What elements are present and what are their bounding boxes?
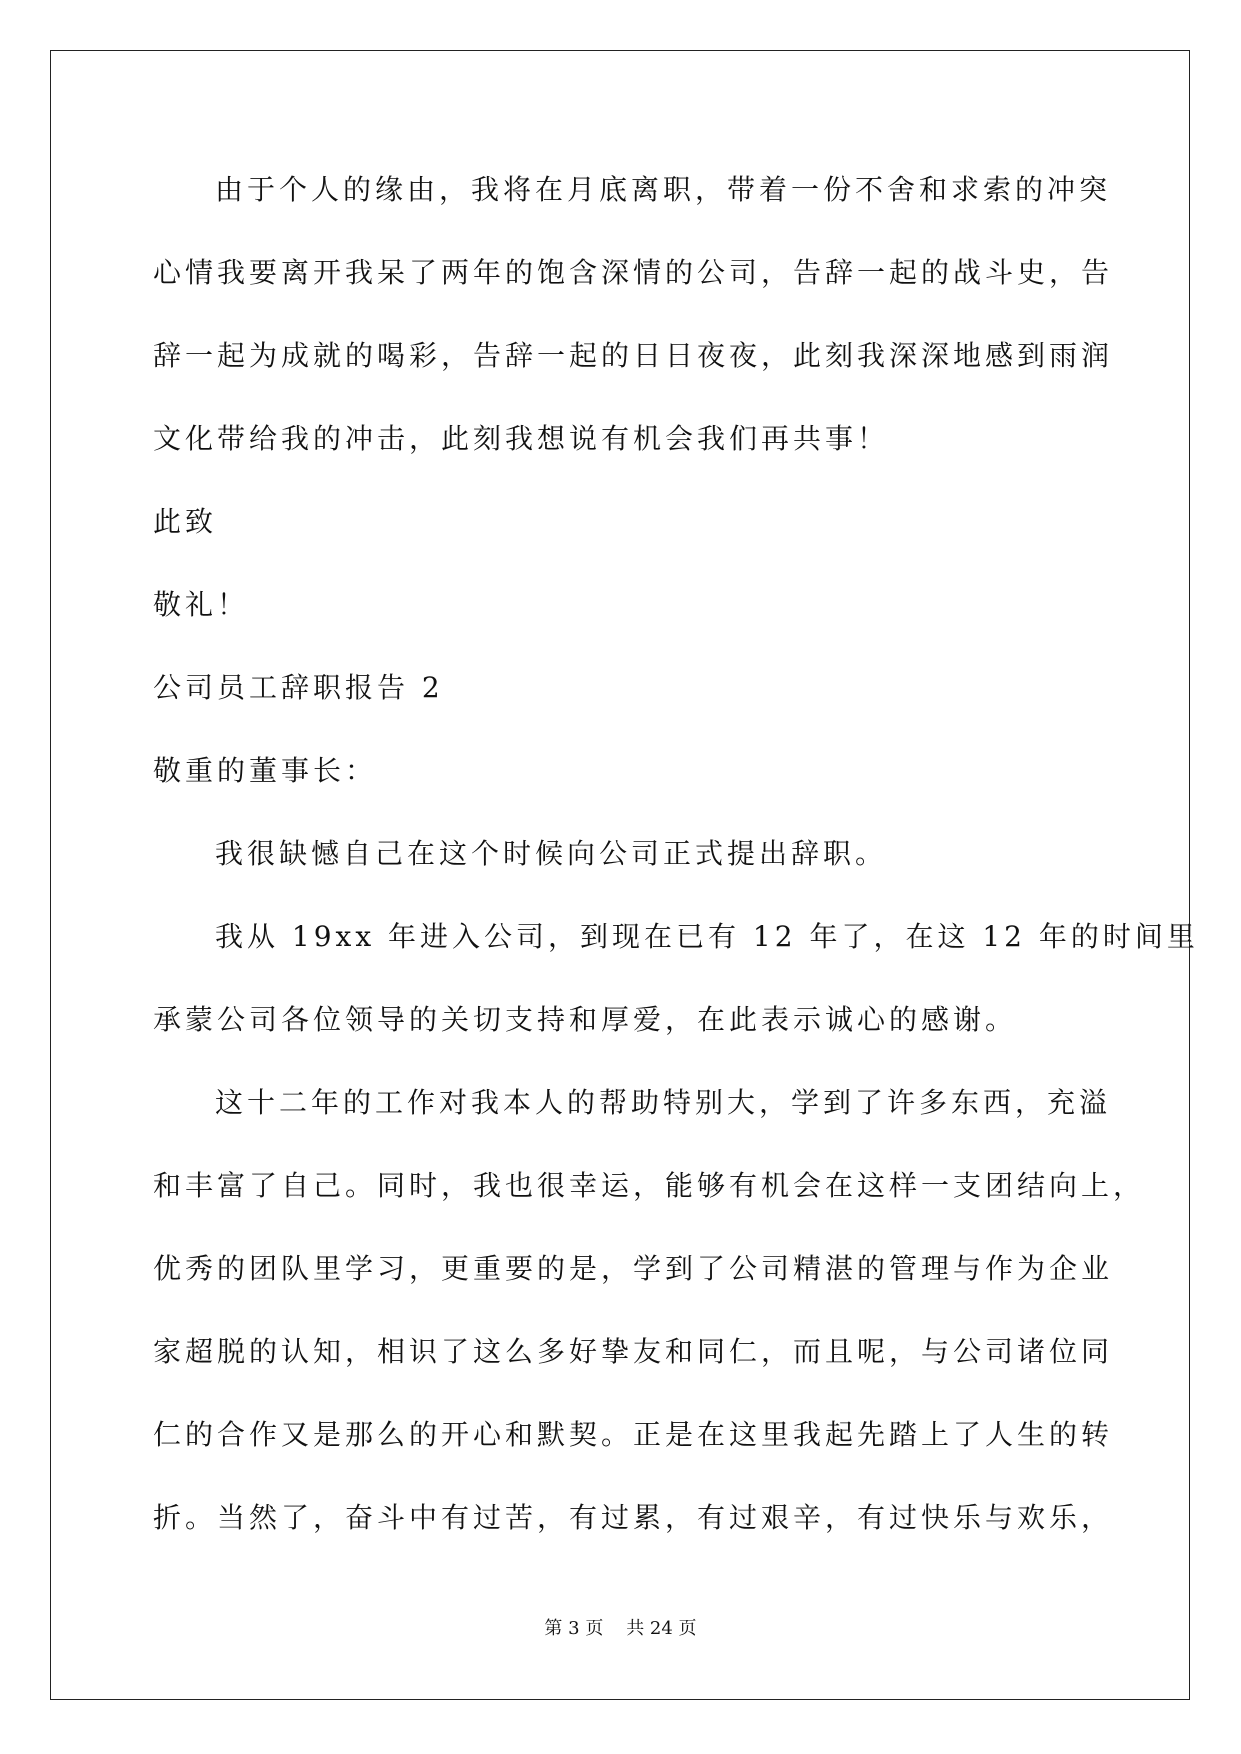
paragraph-line: 折。当然了，奋斗中有过苦，有过累，有过艰辛，有过快乐与欢乐， (153, 1501, 1114, 1534)
paragraph-line: 心情我要离开我呆了两年的饱含深情的公司，告辞一起的战斗史，告 (153, 256, 1114, 289)
page-border (50, 50, 1190, 1700)
paragraph-line: 优秀的团队里学习，更重要的是，学到了公司精湛的管理与作为企业 (153, 1252, 1114, 1285)
paragraph-line: 承蒙公司各位领导的关切支持和厚爱，在此表示诚心的感谢。 (153, 1003, 1018, 1036)
paragraph-line: 文化带给我的冲击，此刻我想说有机会我们再共事！ (153, 422, 890, 455)
closing-line: 此致 (153, 505, 218, 538)
paragraph-line: 我很缺憾自己在这个时候向公司正式提出辞职。 (215, 837, 888, 870)
salutation-line: 敬礼！ (153, 588, 250, 621)
section-title: 公司员工辞职报告 2 (153, 671, 444, 704)
paragraph-line: 辞一起为成就的喝彩，告辞一起的日日夜夜，此刻我深深地感到雨润 (153, 339, 1114, 372)
paragraph-line: 我从 19xx 年进入公司，到现在已有 12 年了，在这 12 年的时间里 (215, 920, 1199, 953)
page-footer: 第 3 页 共 24 页 (544, 1618, 697, 1639)
paragraph-line: 这十二年的工作对我本人的帮助特别大，学到了许多东西，充溢 (215, 1086, 1112, 1119)
paragraph-line: 仁的合作又是那么的开心和默契。正是在这里我起先踏上了人生的转 (153, 1418, 1114, 1451)
paragraph-line: 由于个人的缘由，我将在月底离职，带着一份不舍和求索的冲突 (215, 173, 1112, 206)
paragraph-line: 家超脱的认知，相识了这么多好挚友和同仁，而且呢，与公司诸位同 (153, 1335, 1114, 1368)
paragraph-line: 和丰富了自己。同时，我也很幸运，能够有机会在这样一支团结向上， (153, 1169, 1146, 1202)
greeting-line: 敬重的董事长： (153, 754, 378, 787)
